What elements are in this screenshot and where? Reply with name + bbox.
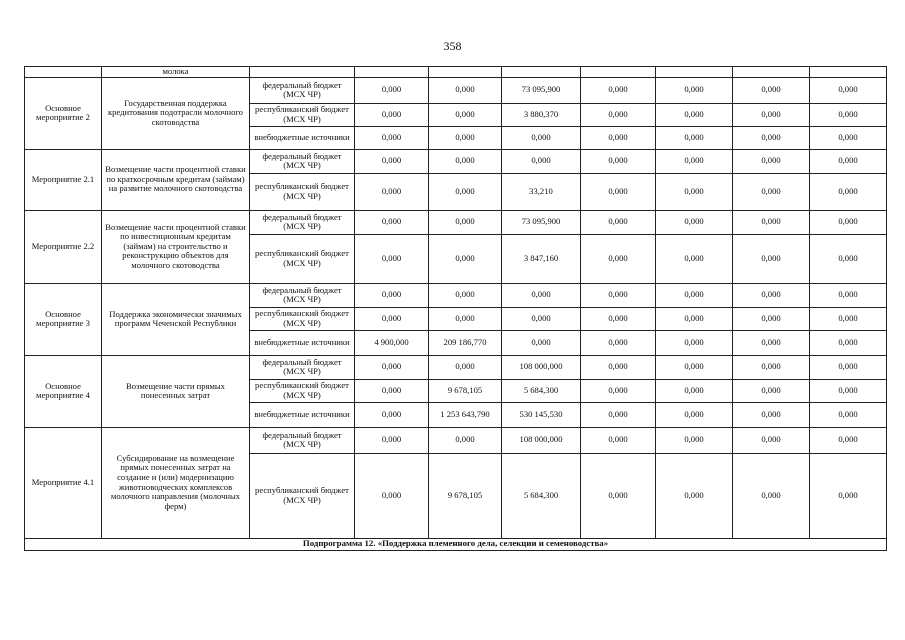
table-row [25, 538, 887, 550]
empty-cell [429, 67, 502, 78]
funding-source-cell: республиканский бюджет (МСХ ЧР) [250, 103, 355, 126]
empty-cell [733, 67, 810, 78]
value-cell: 0,000 [656, 379, 733, 402]
funding-source-cell: республиканский бюджет (МСХ ЧР) [250, 307, 355, 330]
value-cell: 0,000 [656, 173, 733, 210]
funding-source-cell: внебюджетные источники [250, 126, 355, 149]
value-cell: 73 095,900 [502, 210, 581, 234]
value-cell: 0,000 [429, 307, 502, 330]
value-cell: 33,210 [502, 173, 581, 210]
value-cell: 0,000 [502, 149, 581, 173]
table-row [25, 67, 887, 78]
value-cell: 0,000 [810, 379, 887, 402]
value-cell: 0,000 [355, 427, 429, 453]
value-cell: 0,000 [581, 330, 656, 355]
value-cell: 4 900,000 [355, 330, 429, 355]
funding-source-cell: федеральный бюджет (МСХ ЧР) [250, 283, 355, 307]
value-cell: 0,000 [581, 402, 656, 427]
event-name-cell: Возмещение части процентной ставки по краткосрочным кредитам (займам) на развитие молочного скотоводства [102, 149, 250, 210]
value-cell: 0,000 [733, 234, 810, 283]
value-cell: 0,000 [656, 355, 733, 379]
value-cell: 0,000 [429, 355, 502, 379]
value-cell: 0,000 [355, 402, 429, 427]
value-cell: 0,000 [355, 355, 429, 379]
value-cell: 0,000 [733, 103, 810, 126]
event-label-cell: Основное мероприятие 4 [25, 355, 102, 427]
value-cell: 0,000 [656, 402, 733, 427]
label-cell [25, 67, 102, 78]
value-cell: 0,000 [733, 453, 810, 538]
value-cell: 0,000 [355, 453, 429, 538]
empty-cell [502, 67, 581, 78]
page-number: 358 [443, 39, 462, 53]
value-cell: 0,000 [355, 379, 429, 402]
value-cell: 0,000 [810, 149, 887, 173]
value-cell: 0,000 [810, 173, 887, 210]
subprogram-title: Подпрограмма 12. «Поддержка племенного дела, селекции и семеноводства» [25, 538, 887, 550]
value-cell: 0,000 [656, 453, 733, 538]
event-name-cell: Субсидирование на возмещение прямых понесенных затрат на создание и (или) модернизацию животноводческих комплексов молочного направления (молочных ферм) [102, 427, 250, 538]
value-cell: 0,000 [355, 149, 429, 173]
table-row [25, 149, 887, 173]
value-cell: 0,000 [502, 307, 581, 330]
event-label-cell: Мероприятие 2.1 [25, 149, 102, 210]
value-cell: 0,000 [355, 307, 429, 330]
value-cell: 0,000 [502, 126, 581, 149]
event-name-cell: молока [102, 67, 250, 78]
value-cell: 0,000 [733, 379, 810, 402]
value-cell: 108 000,000 [502, 427, 581, 453]
value-cell: 0,000 [581, 427, 656, 453]
value-cell: 0,000 [733, 283, 810, 307]
funding-source-cell: федеральный бюджет (МСХ ЧР) [250, 355, 355, 379]
event-label-cell: Мероприятие 4.1 [25, 427, 102, 538]
value-cell: 0,000 [733, 307, 810, 330]
value-cell: 0,000 [810, 402, 887, 427]
value-cell: 0,000 [733, 210, 810, 234]
value-cell: 9 678,105 [429, 379, 502, 402]
table-row [25, 77, 887, 103]
value-cell: 0,000 [429, 149, 502, 173]
value-cell: 0,000 [581, 103, 656, 126]
table-row [25, 355, 887, 379]
value-cell: 0,000 [810, 307, 887, 330]
value-cell: 209 186,770 [429, 330, 502, 355]
value-cell: 1 253 643,790 [429, 402, 502, 427]
value-cell: 9 678,105 [429, 453, 502, 538]
funding-source-cell: федеральный бюджет (МСХ ЧР) [250, 77, 355, 103]
empty-cell [656, 67, 733, 78]
value-cell: 0,000 [733, 77, 810, 103]
value-cell: 0,000 [355, 173, 429, 210]
value-cell: 530 145,530 [502, 402, 581, 427]
value-cell: 0,000 [429, 427, 502, 453]
value-cell: 0,000 [810, 453, 887, 538]
value-cell: 0,000 [810, 330, 887, 355]
value-cell: 0,000 [355, 234, 429, 283]
value-cell: 3 847,160 [502, 234, 581, 283]
value-cell: 0,000 [656, 234, 733, 283]
funding-source-cell: республиканский бюджет (МСХ ЧР) [250, 173, 355, 210]
value-cell: 0,000 [355, 283, 429, 307]
value-cell: 0,000 [429, 234, 502, 283]
value-cell: 0,000 [581, 173, 656, 210]
empty-cell [250, 67, 355, 78]
event-label-cell: Основное мероприятие 2 [25, 77, 102, 149]
value-cell: 0,000 [502, 283, 581, 307]
empty-cell [355, 67, 429, 78]
value-cell: 0,000 [656, 103, 733, 126]
funding-source-cell: федеральный бюджет (МСХ ЧР) [250, 210, 355, 234]
value-cell: 0,000 [656, 283, 733, 307]
budget-table [24, 66, 887, 551]
value-cell: 0,000 [733, 149, 810, 173]
value-cell: 0,000 [581, 379, 656, 402]
value-cell: 0,000 [581, 355, 656, 379]
table-row [25, 283, 887, 307]
value-cell: 0,000 [656, 307, 733, 330]
value-cell: 0,000 [429, 103, 502, 126]
value-cell: 0,000 [581, 77, 656, 103]
event-label-cell: Основное мероприятие 3 [25, 283, 102, 355]
value-cell: 0,000 [581, 126, 656, 149]
funding-source-cell: республиканский бюджет (МСХ ЧР) [250, 234, 355, 283]
empty-cell [581, 67, 656, 78]
value-cell: 0,000 [656, 149, 733, 173]
value-cell: 3 880,370 [502, 103, 581, 126]
value-cell: 0,000 [355, 210, 429, 234]
value-cell: 0,000 [581, 149, 656, 173]
funding-source-cell: федеральный бюджет (МСХ ЧР) [250, 427, 355, 453]
value-cell: 0,000 [581, 307, 656, 330]
funding-source-cell: республиканский бюджет (МСХ ЧР) [250, 379, 355, 402]
value-cell: 0,000 [429, 126, 502, 149]
value-cell: 0,000 [733, 355, 810, 379]
value-cell: 0,000 [355, 103, 429, 126]
funding-source-cell: федеральный бюджет (МСХ ЧР) [250, 149, 355, 173]
value-cell: 0,000 [656, 126, 733, 149]
value-cell: 0,000 [656, 210, 733, 234]
value-cell: 0,000 [810, 210, 887, 234]
value-cell: 0,000 [810, 126, 887, 149]
value-cell: 0,000 [733, 173, 810, 210]
value-cell: 0,000 [355, 77, 429, 103]
value-cell: 0,000 [355, 126, 429, 149]
value-cell: 5 684,300 [502, 379, 581, 402]
value-cell: 0,000 [733, 126, 810, 149]
value-cell: 0,000 [581, 283, 656, 307]
table-row [25, 210, 887, 234]
value-cell: 0,000 [733, 330, 810, 355]
value-cell: 0,000 [733, 427, 810, 453]
value-cell: 0,000 [810, 427, 887, 453]
value-cell: 0,000 [502, 330, 581, 355]
value-cell: 5 684,300 [502, 453, 581, 538]
table-row [25, 427, 887, 453]
value-cell: 0,000 [810, 234, 887, 283]
event-name-cell: Государственная поддержка кредитования подотрасли молочного скотоводства [102, 77, 250, 149]
value-cell: 0,000 [733, 402, 810, 427]
value-cell: 0,000 [429, 173, 502, 210]
value-cell: 0,000 [656, 77, 733, 103]
value-cell: 0,000 [656, 427, 733, 453]
event-name-cell: Поддержка экономически значимых программ Чеченской Республики [102, 283, 250, 355]
value-cell: 0,000 [581, 234, 656, 283]
event-name-cell: Возмещение части процентной ставки по инвестиционным кредитам (займам) на строительство и реконструкцию объектов для молочного скотоводства [102, 210, 250, 283]
event-label-cell: Мероприятие 2.2 [25, 210, 102, 283]
value-cell: 108 000,000 [502, 355, 581, 379]
value-cell: 0,000 [429, 210, 502, 234]
value-cell: 0,000 [810, 283, 887, 307]
funding-source-cell: внебюджетные источники [250, 402, 355, 427]
value-cell: 0,000 [810, 77, 887, 103]
value-cell: 0,000 [656, 330, 733, 355]
value-cell: 0,000 [810, 103, 887, 126]
value-cell: 0,000 [810, 355, 887, 379]
empty-cell [810, 67, 887, 78]
value-cell: 0,000 [581, 210, 656, 234]
funding-source-cell: внебюджетные источники [250, 330, 355, 355]
funding-source-cell: республиканский бюджет (МСХ ЧР) [250, 453, 355, 538]
value-cell: 0,000 [581, 453, 656, 538]
value-cell: 73 095,900 [502, 77, 581, 103]
value-cell: 0,000 [429, 77, 502, 103]
event-name-cell: Возмещение части прямых понесенных затрат [102, 355, 250, 427]
value-cell: 0,000 [429, 283, 502, 307]
